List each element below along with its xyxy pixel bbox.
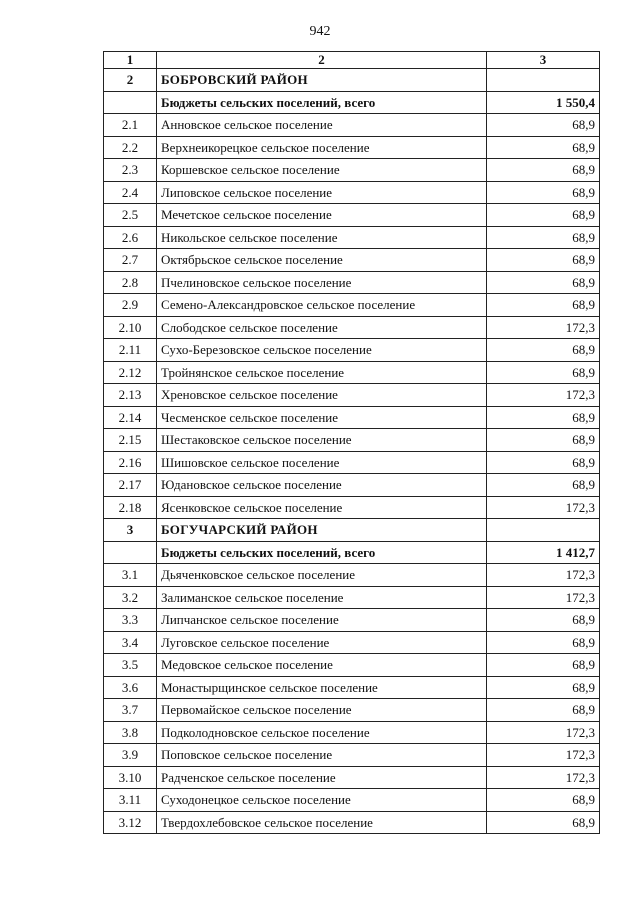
- district-name: БОГУЧАРСКИЙ РАЙОН: [157, 519, 487, 542]
- settlement-name: Анновское сельское поселение: [157, 114, 487, 137]
- settlement-name: Луговское сельское поселение: [157, 631, 487, 654]
- settlement-value: 68,9: [487, 159, 600, 182]
- settlement-name: Тройнянское сельское поселение: [157, 361, 487, 384]
- settlement-row: [104, 204, 600, 227]
- settlement-name: Твердохлебовское сельское поселение: [157, 811, 487, 834]
- budget-table: [103, 51, 600, 834]
- settlement-row: [104, 316, 600, 339]
- settlement-row: [104, 744, 600, 767]
- settlement-value: 68,9: [487, 294, 600, 317]
- settlement-row: [104, 586, 600, 609]
- settlement-name: Юдановское сельское поселение: [157, 474, 487, 497]
- page-number: 942: [309, 24, 331, 39]
- district-row: [104, 69, 600, 92]
- settlement-number: 2.10: [104, 316, 157, 339]
- settlement-number: 2.6: [104, 226, 157, 249]
- settlement-name: Липчанское сельское поселение: [157, 609, 487, 632]
- settlement-row: [104, 564, 600, 587]
- settlement-row: [104, 136, 600, 159]
- settlement-row: [104, 766, 600, 789]
- settlement-name: Мечетское сельское поселение: [157, 204, 487, 227]
- settlement-number: 2.15: [104, 429, 157, 452]
- settlement-value: 68,9: [487, 204, 600, 227]
- settlement-name: Пчелиновское сельское поселение: [157, 271, 487, 294]
- settlement-number: 3.3: [104, 609, 157, 632]
- settlement-name: Суходонецкое сельское поселение: [157, 789, 487, 812]
- settlement-number: 2.5: [104, 204, 157, 227]
- settlement-number: 2.14: [104, 406, 157, 429]
- header-cell-1: 1: [104, 52, 157, 69]
- settlement-name: Монастырщинское сельское поселение: [157, 676, 487, 699]
- header-cell-3: 3: [487, 52, 600, 69]
- settlement-row: [104, 226, 600, 249]
- total-row: [104, 541, 600, 564]
- district-name: БОБРОВСКИЙ РАЙОН: [157, 69, 487, 92]
- settlement-value: 68,9: [487, 609, 600, 632]
- settlement-name: Хреновское сельское поселение: [157, 384, 487, 407]
- settlement-value: 68,9: [487, 654, 600, 677]
- settlement-row: [104, 789, 600, 812]
- district-value-empty: [487, 69, 600, 92]
- settlement-name: Поповское сельское поселение: [157, 744, 487, 767]
- settlement-row: [104, 384, 600, 407]
- settlement-row: [104, 631, 600, 654]
- header-row: [104, 52, 600, 69]
- settlement-row: [104, 294, 600, 317]
- total-row: [104, 91, 600, 114]
- settlement-number: 3.12: [104, 811, 157, 834]
- settlement-value: 172,3: [487, 564, 600, 587]
- settlement-number: 2.12: [104, 361, 157, 384]
- settlement-row: [104, 361, 600, 384]
- settlement-value: 68,9: [487, 429, 600, 452]
- settlement-row: [104, 451, 600, 474]
- settlement-name: Верхнеикорецкое сельское поселение: [157, 136, 487, 159]
- total-number-empty: [104, 541, 157, 564]
- settlement-row: [104, 811, 600, 834]
- settlement-value: 68,9: [487, 226, 600, 249]
- settlement-value: 68,9: [487, 136, 600, 159]
- settlement-row: [104, 721, 600, 744]
- settlement-value: 172,3: [487, 586, 600, 609]
- settlement-value: 68,9: [487, 699, 600, 722]
- settlement-name: Липовское сельское поселение: [157, 181, 487, 204]
- header-cell-2: 2: [157, 52, 487, 69]
- settlement-value: 68,9: [487, 474, 600, 497]
- settlement-number: 3.2: [104, 586, 157, 609]
- settlement-number: 3.4: [104, 631, 157, 654]
- settlement-name: Шишовское сельское поселение: [157, 451, 487, 474]
- settlement-name: Коршевское сельское поселение: [157, 159, 487, 182]
- settlement-name: Подколодновское сельское поселение: [157, 721, 487, 744]
- settlement-row: [104, 249, 600, 272]
- settlement-value: 68,9: [487, 676, 600, 699]
- settlement-value: 172,3: [487, 496, 600, 519]
- settlement-name: Никольское сельское поселение: [157, 226, 487, 249]
- settlement-value: 68,9: [487, 811, 600, 834]
- settlement-value: 68,9: [487, 789, 600, 812]
- settlement-name: Слободское сельское поселение: [157, 316, 487, 339]
- settlement-number: 2.4: [104, 181, 157, 204]
- settlement-number: 2.8: [104, 271, 157, 294]
- settlement-row: [104, 654, 600, 677]
- settlement-number: 3.5: [104, 654, 157, 677]
- settlement-number: 2.9: [104, 294, 157, 317]
- settlement-name: Сухо-Березовское сельское поселение: [157, 339, 487, 362]
- settlement-number: 2.17: [104, 474, 157, 497]
- settlement-row: [104, 339, 600, 362]
- total-value: 1 412,7: [487, 541, 600, 564]
- district-row: [104, 519, 600, 542]
- settlement-number: 3.10: [104, 766, 157, 789]
- settlement-row: [104, 676, 600, 699]
- district-number: 2: [104, 69, 157, 92]
- settlement-name: Залиманское сельское поселение: [157, 586, 487, 609]
- settlement-name: Радченское сельское поселение: [157, 766, 487, 789]
- settlement-value: 172,3: [487, 384, 600, 407]
- settlement-number: 2.16: [104, 451, 157, 474]
- settlement-name: Дьяченковское сельское поселение: [157, 564, 487, 587]
- settlement-value: 68,9: [487, 361, 600, 384]
- settlement-value: 172,3: [487, 721, 600, 744]
- settlement-value: 68,9: [487, 406, 600, 429]
- settlement-row: [104, 474, 600, 497]
- settlement-name: Чесменское сельское поселение: [157, 406, 487, 429]
- settlement-row: [104, 609, 600, 632]
- settlement-number: 2.3: [104, 159, 157, 182]
- settlement-name: Октябрьское сельское поселение: [157, 249, 487, 272]
- settlement-row: [104, 496, 600, 519]
- settlement-value: 68,9: [487, 631, 600, 654]
- settlement-value: 172,3: [487, 744, 600, 767]
- settlement-value: 68,9: [487, 271, 600, 294]
- settlement-value: 68,9: [487, 181, 600, 204]
- settlement-row: [104, 114, 600, 137]
- settlement-value: 68,9: [487, 249, 600, 272]
- settlement-name: Семено-Александровское сельское поселение: [157, 294, 487, 317]
- total-number-empty: [104, 91, 157, 114]
- settlement-value: 68,9: [487, 339, 600, 362]
- settlement-value: 172,3: [487, 316, 600, 339]
- total-label: Бюджеты сельских поселений, всего: [157, 541, 487, 564]
- settlement-number: 3.8: [104, 721, 157, 744]
- settlement-number: 2.13: [104, 384, 157, 407]
- settlement-name: Медовское сельское поселение: [157, 654, 487, 677]
- settlement-number: 2.2: [104, 136, 157, 159]
- settlement-number: 2.18: [104, 496, 157, 519]
- total-label: Бюджеты сельских поселений, всего: [157, 91, 487, 114]
- budget-table-body: [104, 52, 600, 834]
- settlement-number: 3.9: [104, 744, 157, 767]
- settlement-name: Шестаковское сельское поселение: [157, 429, 487, 452]
- settlement-number: 3.11: [104, 789, 157, 812]
- settlement-number: 2.1: [104, 114, 157, 137]
- settlement-number: 2.7: [104, 249, 157, 272]
- total-value: 1 550,4: [487, 91, 600, 114]
- settlement-row: [104, 699, 600, 722]
- settlement-name: Первомайское сельское поселение: [157, 699, 487, 722]
- settlement-value: 68,9: [487, 114, 600, 137]
- settlement-row: [104, 271, 600, 294]
- district-number: 3: [104, 519, 157, 542]
- settlement-name: Ясенковское сельское поселение: [157, 496, 487, 519]
- settlement-row: [104, 159, 600, 182]
- settlement-value: 172,3: [487, 766, 600, 789]
- settlement-number: 3.6: [104, 676, 157, 699]
- settlement-number: 2.11: [104, 339, 157, 362]
- settlement-value: 68,9: [487, 451, 600, 474]
- settlement-row: [104, 406, 600, 429]
- district-value-empty: [487, 519, 600, 542]
- settlement-number: 3.7: [104, 699, 157, 722]
- settlement-row: [104, 429, 600, 452]
- settlement-row: [104, 181, 600, 204]
- settlement-number: 3.1: [104, 564, 157, 587]
